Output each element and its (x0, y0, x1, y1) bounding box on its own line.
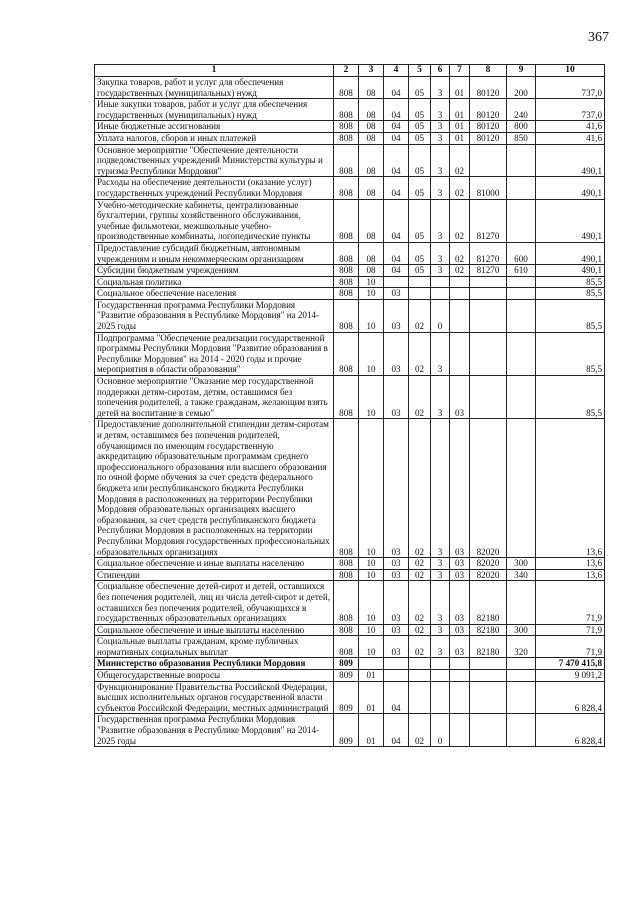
row-main-event: 03 (450, 419, 470, 558)
row-amount: 490,1 (536, 177, 605, 199)
row-subprogram: 3 (431, 332, 450, 375)
row-amount: 490,1 (536, 242, 605, 264)
page-number: 367 (588, 30, 609, 45)
column-header: 4 (384, 65, 409, 77)
row-main-event: 03 (450, 558, 470, 570)
row-ministry-code: 808 (334, 288, 359, 300)
budget-table (94, 64, 605, 747)
table-row (95, 99, 605, 121)
row-ministry-code: 808 (334, 276, 359, 288)
row-subprogram: 3 (431, 636, 450, 658)
row-program: 02 (409, 714, 431, 747)
table-row (95, 177, 605, 199)
row-section: 08 (359, 99, 384, 121)
row-amount: 71,9 (536, 636, 605, 658)
row-expense-type: 800 (507, 121, 536, 133)
row-main-event: 01 (450, 121, 470, 133)
row-name: Учебно-методические кабинеты, централизованные бухгалтерии, группы хозяйственного обслуживания, учебные фильмотеки, межшкольные учебно-производственные комбинаты, логопедические пункты (95, 199, 334, 242)
row-subsection: 04 (384, 121, 409, 133)
table-row (95, 276, 605, 288)
table-row (95, 419, 605, 558)
row-program: 05 (409, 242, 431, 264)
row-expense-type (507, 299, 536, 332)
row-subprogram: 3 (431, 144, 450, 177)
row-name: Общегосударственные вопросы (95, 670, 334, 682)
row-program: 02 (409, 419, 431, 558)
row-amount: 13,6 (536, 569, 605, 581)
row-subprogram: 3 (431, 419, 450, 558)
row-subsection: 04 (384, 681, 409, 714)
row-subprogram (431, 658, 450, 670)
row-subsection: 03 (384, 569, 409, 581)
row-section: 08 (359, 121, 384, 133)
row-subsection: 04 (384, 177, 409, 199)
row-name: Иные бюджетные ассигнования (95, 121, 334, 133)
row-main-event (450, 681, 470, 714)
row-ministry-code: 808 (334, 376, 359, 419)
row-subprogram: 3 (431, 199, 450, 242)
row-main-event (450, 658, 470, 670)
row-ministry-code: 808 (334, 624, 359, 636)
row-direction: 82180 (470, 636, 507, 658)
row-main-event: 03 (450, 636, 470, 658)
row-section: 08 (359, 177, 384, 199)
row-subprogram: 3 (431, 569, 450, 581)
row-main-event: 02 (450, 177, 470, 199)
row-subprogram: 3 (431, 558, 450, 570)
row-expense-type: 200 (507, 77, 536, 99)
row-subprogram (431, 276, 450, 288)
row-subprogram: 3 (431, 376, 450, 419)
row-amount: 85,5 (536, 299, 605, 332)
table-row (95, 288, 605, 300)
row-direction: 82020 (470, 419, 507, 558)
row-program: 02 (409, 636, 431, 658)
table-row (95, 714, 605, 747)
row-direction: 81000 (470, 177, 507, 199)
row-direction: 81270 (470, 265, 507, 277)
row-direction: 82020 (470, 558, 507, 570)
row-section: 10 (359, 636, 384, 658)
row-section: 10 (359, 419, 384, 558)
row-amount: 490,1 (536, 199, 605, 242)
row-subsection (384, 276, 409, 288)
row-main-event: 03 (450, 376, 470, 419)
row-program: 05 (409, 144, 431, 177)
row-amount: 13,6 (536, 558, 605, 570)
row-direction (470, 144, 507, 177)
row-ministry-code: 808 (334, 121, 359, 133)
row-main-event: 02 (450, 265, 470, 277)
row-subsection: 03 (384, 581, 409, 624)
row-main-event (450, 299, 470, 332)
row-amount: 490,1 (536, 144, 605, 177)
row-ministry-code: 808 (334, 299, 359, 332)
row-main-event (450, 714, 470, 747)
row-ministry-code: 808 (334, 636, 359, 658)
row-subsection: 04 (384, 132, 409, 144)
row-expense-type (507, 276, 536, 288)
row-subsection: 04 (384, 144, 409, 177)
row-expense-type (507, 288, 536, 300)
row-name: Расходы на обеспечение деятельности (оказание услуг) государственных учреждений Республики Мордовия (95, 177, 334, 199)
row-subsection: 03 (384, 624, 409, 636)
row-program (409, 288, 431, 300)
row-name: Предоставление субсидий бюджетным, автономным учреждениям и иным некоммерческим организациям (95, 242, 334, 264)
row-direction (470, 376, 507, 419)
row-subprogram (431, 670, 450, 682)
row-program: 02 (409, 376, 431, 419)
row-main-event: 02 (450, 242, 470, 264)
row-subprogram: 3 (431, 581, 450, 624)
row-section: 10 (359, 288, 384, 300)
row-program (409, 658, 431, 670)
row-main-event: 01 (450, 99, 470, 121)
row-program: 05 (409, 121, 431, 133)
row-expense-type: 850 (507, 132, 536, 144)
row-expense-type (507, 144, 536, 177)
row-amount: 85,5 (536, 288, 605, 300)
row-section (359, 658, 384, 670)
row-expense-type: 300 (507, 624, 536, 636)
row-ministry-code: 809 (334, 681, 359, 714)
row-ministry-code: 808 (334, 77, 359, 99)
row-subsection: 03 (384, 288, 409, 300)
table-row (95, 624, 605, 636)
row-program: 05 (409, 99, 431, 121)
row-name: Основное мероприятие "Оказание мер государственной поддержки детям-сиротам, детям, оставшимся без попечения родителей, а также гражданам, желающим взять детей на воспитание в семью" (95, 376, 334, 419)
row-ministry-code: 809 (334, 714, 359, 747)
row-name: Предоставление дополнительной стипендии детям-сиротам и детям, оставшимся без попечения родителей, обучающимся по имеющим государственную аккредитацию образовательным программам среднего профессионального образования или высшего образования по очной форме обучения за счет средств федерального бюджета или республиканского бюджета Республики Мордовия в расположенных на территории Республики Мордовия образовательных организациях высшего образования, за счет средств республиканского бюджета Республики Мордовия в расположенных на территории Республики Мордовия государственных профессиональных образовательных организациях (95, 419, 334, 558)
row-amount: 71,9 (536, 581, 605, 624)
row-section: 01 (359, 670, 384, 682)
row-direction: 81270 (470, 199, 507, 242)
table-row (95, 77, 605, 99)
row-program: 02 (409, 332, 431, 375)
row-expense-type (507, 581, 536, 624)
row-expense-type: 610 (507, 265, 536, 277)
row-expense-type: 340 (507, 569, 536, 581)
row-amount: 7 470 415,8 (536, 658, 605, 670)
row-section: 08 (359, 132, 384, 144)
row-expense-type (507, 332, 536, 375)
column-header: 7 (450, 65, 470, 77)
table-row (95, 376, 605, 419)
row-subsection: 03 (384, 419, 409, 558)
row-subsection: 04 (384, 199, 409, 242)
row-program (409, 670, 431, 682)
row-expense-type: 320 (507, 636, 536, 658)
row-ministry-code: 808 (334, 144, 359, 177)
table-row (95, 265, 605, 277)
column-header: 8 (470, 65, 507, 77)
row-main-event: 03 (450, 569, 470, 581)
table-row (95, 558, 605, 570)
row-subsection: 03 (384, 332, 409, 375)
row-direction: 81270 (470, 242, 507, 264)
row-direction (470, 658, 507, 670)
row-amount: 41,6 (536, 132, 605, 144)
row-section: 10 (359, 569, 384, 581)
row-name: Социальное обеспечение и иные выплаты населению (95, 558, 334, 570)
column-header: 5 (409, 65, 431, 77)
table-row (95, 144, 605, 177)
row-main-event (450, 670, 470, 682)
row-subprogram: 3 (431, 77, 450, 99)
row-program: 05 (409, 199, 431, 242)
row-direction: 82020 (470, 569, 507, 581)
table-row (95, 132, 605, 144)
row-name: Государственная программа Республики Мордовия "Развитие образования в Республике Мордовия" на 2014-2025 годы (95, 299, 334, 332)
row-expense-type (507, 714, 536, 747)
row-program: 05 (409, 77, 431, 99)
column-header: 1 (95, 65, 334, 77)
row-name: Уплата налогов, сборов и иных платежей (95, 132, 334, 144)
row-subprogram: 3 (431, 624, 450, 636)
row-direction (470, 299, 507, 332)
row-program: 05 (409, 265, 431, 277)
row-expense-type (507, 681, 536, 714)
row-subsection (384, 658, 409, 670)
row-name: Функционирование Правительства Российской Федерации, высших исполнительных органов государственной власти субъектов Российской Федерации, местных администраций (95, 681, 334, 714)
row-expense-type (507, 670, 536, 682)
row-amount: 85,5 (536, 376, 605, 419)
row-name: Закупка товаров, работ и услуг для обеспечения государственных (муниципальных) нужд (95, 77, 334, 99)
row-expense-type (507, 376, 536, 419)
row-ministry-code: 808 (334, 99, 359, 121)
table-row (95, 670, 605, 682)
column-header: 9 (507, 65, 536, 77)
row-amount: 737,0 (536, 99, 605, 121)
row-main-event (450, 288, 470, 300)
column-header: 6 (431, 65, 450, 77)
row-direction: 80120 (470, 99, 507, 121)
row-expense-type: 300 (507, 558, 536, 570)
row-name: Основное мероприятие "Обеспечение деятельности подведомственных учреждений Министерства культуры и туризма Республики Мордовия" (95, 144, 334, 177)
row-subsection: 03 (384, 299, 409, 332)
table-header-row (95, 65, 605, 77)
row-subprogram: 3 (431, 265, 450, 277)
row-direction (470, 288, 507, 300)
row-ministry-code: 808 (334, 419, 359, 558)
row-direction: 82180 (470, 581, 507, 624)
row-program: 02 (409, 581, 431, 624)
row-section: 10 (359, 581, 384, 624)
row-direction (470, 681, 507, 714)
row-amount: 9 091,2 (536, 670, 605, 682)
row-name: Подпрограмма "Обеспечение реализации государственной программы Республики Мордовия "Развитие образования в Республике Мордовия" на 2014 - 2020 годы и прочие мероприятия в области образования" (95, 332, 334, 375)
row-section: 01 (359, 681, 384, 714)
row-amount: 737,0 (536, 77, 605, 99)
row-ministry-code: 808 (334, 199, 359, 242)
row-program: 02 (409, 299, 431, 332)
row-section: 10 (359, 376, 384, 419)
row-program: 02 (409, 569, 431, 581)
row-ministry-code: 808 (334, 265, 359, 277)
row-name: Социальное обеспечение и иные выплаты населению (95, 624, 334, 636)
row-expense-type: 600 (507, 242, 536, 264)
row-direction: 80120 (470, 77, 507, 99)
row-subsection: 03 (384, 376, 409, 419)
row-section: 08 (359, 144, 384, 177)
row-ministry-code: 808 (334, 177, 359, 199)
row-direction (470, 276, 507, 288)
row-amount: 6 828,4 (536, 714, 605, 747)
row-subprogram: 0 (431, 299, 450, 332)
row-expense-type (507, 199, 536, 242)
row-amount: 13,6 (536, 419, 605, 558)
row-name: Социальная политика (95, 276, 334, 288)
row-main-event: 02 (450, 144, 470, 177)
row-ministry-code: 808 (334, 558, 359, 570)
row-name: Социальные выплаты гражданам, кроме публичных нормативных социальных выплат (95, 636, 334, 658)
row-subprogram: 3 (431, 242, 450, 264)
table-row (95, 299, 605, 332)
row-subprogram: 3 (431, 121, 450, 133)
row-section: 10 (359, 332, 384, 375)
table-row (95, 681, 605, 714)
row-expense-type: 240 (507, 99, 536, 121)
row-direction: 80120 (470, 121, 507, 133)
row-ministry-code: 808 (334, 581, 359, 624)
row-name: Стипендии (95, 569, 334, 581)
row-name: Иные закупки товаров, работ и услуг для обеспечения государственных (муниципальных) нужд (95, 99, 334, 121)
row-program: 05 (409, 132, 431, 144)
table-body (95, 77, 605, 747)
row-amount: 85,5 (536, 332, 605, 375)
row-subprogram: 3 (431, 132, 450, 144)
row-name: Социальное обеспечение населения (95, 288, 334, 300)
table-row (95, 569, 605, 581)
row-amount: 6 828,4 (536, 681, 605, 714)
row-main-event (450, 276, 470, 288)
row-subsection: 04 (384, 265, 409, 277)
row-ministry-code: 808 (334, 569, 359, 581)
table-row (95, 658, 605, 670)
column-header: 3 (359, 65, 384, 77)
column-header: 10 (536, 65, 605, 77)
row-name: Государственная программа Республики Мордовия "Развитие образования в Республике Мордовия" на 2014-2025 годы (95, 714, 334, 747)
row-ministry-code: 809 (334, 670, 359, 682)
row-amount: 85,5 (536, 276, 605, 288)
row-main-event: 03 (450, 581, 470, 624)
table-row (95, 242, 605, 264)
row-section: 10 (359, 299, 384, 332)
row-program (409, 276, 431, 288)
row-direction (470, 332, 507, 375)
row-program: 05 (409, 177, 431, 199)
row-subprogram: 3 (431, 177, 450, 199)
row-program: 02 (409, 624, 431, 636)
row-expense-type (507, 419, 536, 558)
row-ministry-code: 808 (334, 242, 359, 264)
row-main-event: 01 (450, 77, 470, 99)
row-direction: 80120 (470, 132, 507, 144)
row-subsection: 03 (384, 558, 409, 570)
row-subprogram (431, 681, 450, 714)
row-section: 08 (359, 199, 384, 242)
row-subprogram (431, 288, 450, 300)
row-direction (470, 714, 507, 747)
row-subsection: 04 (384, 77, 409, 99)
row-ministry-code: 809 (334, 658, 359, 670)
row-main-event: 01 (450, 132, 470, 144)
row-subsection (384, 670, 409, 682)
row-subprogram: 3 (431, 99, 450, 121)
row-main-event: 02 (450, 199, 470, 242)
row-ministry-code: 808 (334, 132, 359, 144)
row-subsection: 04 (384, 714, 409, 747)
row-amount: 490,1 (536, 265, 605, 277)
row-subprogram: 0 (431, 714, 450, 747)
column-header: 2 (334, 65, 359, 77)
row-section: 08 (359, 265, 384, 277)
row-expense-type (507, 658, 536, 670)
table-row (95, 332, 605, 375)
row-section: 10 (359, 558, 384, 570)
row-section: 08 (359, 77, 384, 99)
row-amount: 41,6 (536, 121, 605, 133)
table-row (95, 636, 605, 658)
row-name: Субсидии бюджетным учреждениям (95, 265, 334, 277)
row-section: 01 (359, 714, 384, 747)
row-section: 10 (359, 276, 384, 288)
row-amount: 71,9 (536, 624, 605, 636)
row-name: Министерство образования Республики Мордовия (95, 658, 334, 670)
row-subsection: 04 (384, 242, 409, 264)
table-row (95, 121, 605, 133)
row-subsection: 04 (384, 99, 409, 121)
table-row (95, 199, 605, 242)
row-name: Социальное обеспечение детей-сирот и детей, оставшихся без попечения родителей, лиц из числа детей-сирот и детей, оставшихся без попечения родителей, обучающихся в государственных образовательных организациях (95, 581, 334, 624)
row-main-event (450, 332, 470, 375)
table-row (95, 581, 605, 624)
row-direction: 82180 (470, 624, 507, 636)
row-expense-type (507, 177, 536, 199)
row-section: 10 (359, 624, 384, 636)
row-section: 08 (359, 242, 384, 264)
row-program (409, 681, 431, 714)
row-direction (470, 670, 507, 682)
row-program: 02 (409, 558, 431, 570)
row-subsection: 03 (384, 636, 409, 658)
row-main-event: 03 (450, 624, 470, 636)
row-ministry-code: 808 (334, 332, 359, 375)
